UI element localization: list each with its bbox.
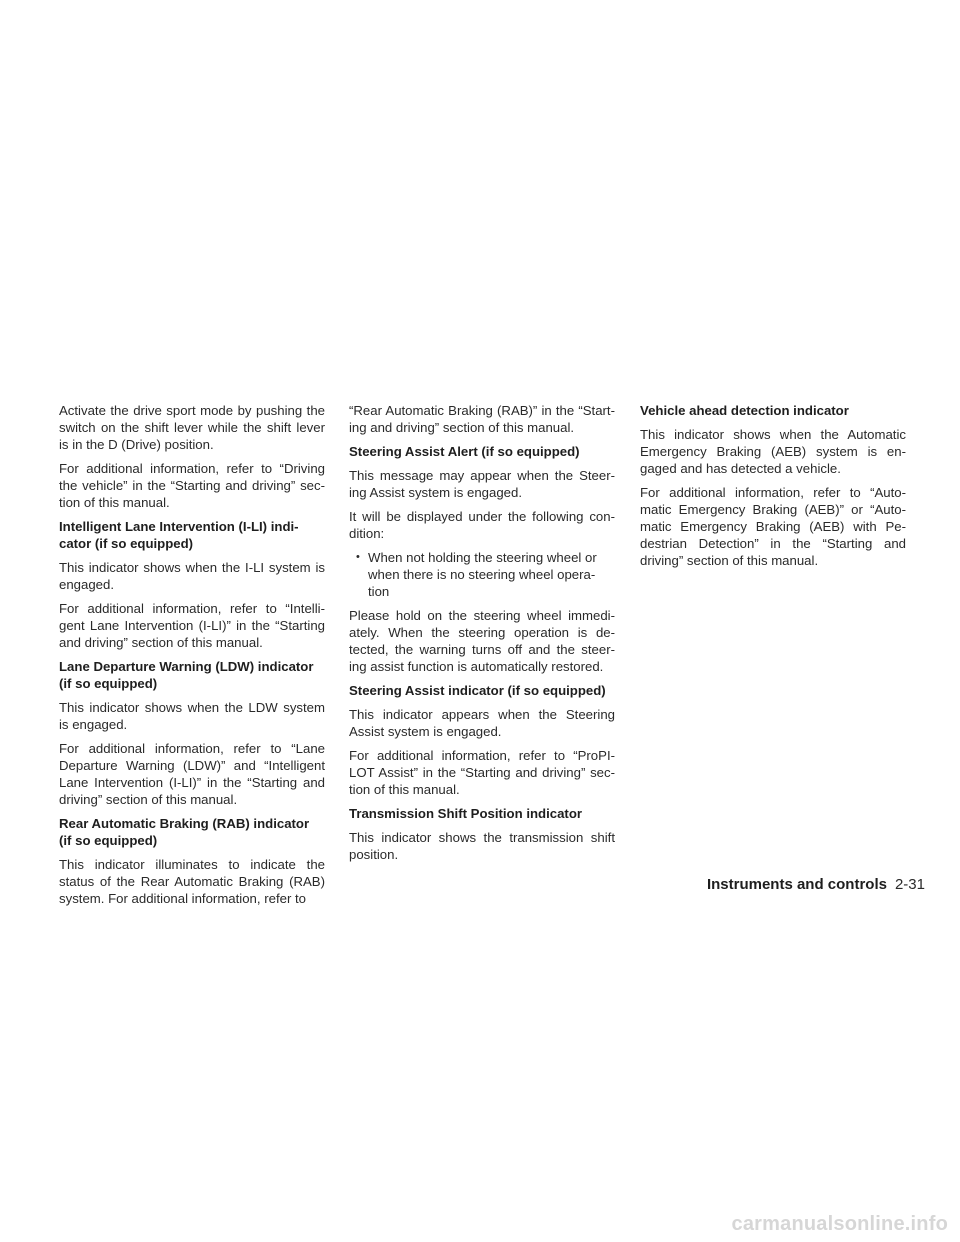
rab-heading: Rear Automatic Braking (RAB) indicator (if so equipped) xyxy=(59,816,310,848)
vehicle-ahead-reference: For additional information, refer to “Auto- matic Emergency Braking (AEB)” or “Auto- matic Emergency Braking (AEB) with Pe- destrian Detection” in the “Starting and driving” section of this manual. xyxy=(640,485,906,568)
condition-list xyxy=(349,549,615,600)
text-column-3 xyxy=(640,402,906,576)
rab-reference-continued: “Rear Automatic Braking (RAB)” in the “Start- ing and driving” section of this manual. xyxy=(349,403,615,435)
steering-assist-indicator-reference: For additional information, refer to “ProPI- LOT Assist” in the “Starting and driving” sec- tion of this manual. xyxy=(349,748,615,797)
ili-heading: Intelligent Lane Intervention (I-LI) indi- cator (if so equipped) xyxy=(59,519,299,551)
ldw-paragraph: This indicator shows when the LDW system is engaged. xyxy=(59,700,325,732)
vehicle-ahead-heading: Vehicle ahead detection indicator xyxy=(640,403,849,418)
steering-assist-indicator-heading: Steering Assist indicator (if so equipped) xyxy=(349,683,606,698)
text-column-2 xyxy=(349,402,615,870)
page-number: 2-31 xyxy=(894,876,925,893)
drive-sport-reference: For additional information, refer to “Driving the vehicle” in the “Starting and driving” sec- tion of this manual. xyxy=(59,461,325,510)
vehicle-ahead-paragraph: This indicator shows when the Automatic Emergency Braking (AEB) system is en- gaged and has detected a vehicle. xyxy=(640,427,906,476)
watermark: carmanualsonline.info xyxy=(731,1213,948,1235)
text-column-1 xyxy=(59,402,325,914)
transmission-shift-paragraph: This indicator shows the transmission shift position. xyxy=(349,830,615,862)
condition-list-item: • When not holding the steering wheel or when there is no steering wheel opera- tion xyxy=(368,549,615,600)
steering-assist-indicator-paragraph: This indicator appears when the Steering Assist system is engaged. xyxy=(349,707,615,739)
steering-assist-alert-paragraph: This message may appear when the Steer- ing Assist system is engaged. xyxy=(349,468,615,500)
steering-assist-alert-heading: Steering Assist Alert (if so equipped) xyxy=(349,444,580,459)
steering-assist-alert-condition: It will be displayed under the following con- dition: xyxy=(349,509,615,541)
ldw-heading: Lane Departure Warning (LDW) indicator (if so equipped) xyxy=(59,659,314,691)
page-footer xyxy=(707,876,925,898)
ili-paragraph: This indicator shows when the I-LI system is engaged. xyxy=(59,560,325,592)
ili-reference: For additional information, refer to “Intelli- gent Lane Intervention (I-LI)” in the “Starting and driving” section of this manual. xyxy=(59,601,325,650)
footer-section-title: Instruments and controls xyxy=(706,876,887,893)
steering-assist-alert-instruction: Please hold on the steering wheel immedi- ately. When the steering operation is de- tected, the warning turns off and the steer- ing assist function is automatically restored. xyxy=(349,608,615,674)
ldw-reference: For additional information, refer to “Lane Departure Warning (LDW)” and “Intelligent Lane Intervention (I-LI)” in the “Starting and driving” section of this manual. xyxy=(59,741,325,807)
transmission-shift-heading: Transmission Shift Position indicator xyxy=(349,806,583,821)
rab-paragraph: This indicator illuminates to indicate the status of the Rear Automatic Braking (RAB) system. For additional information, refer to xyxy=(59,857,325,906)
drive-sport-paragraph: Activate the drive sport mode by pushing the switch on the shift lever while the shift lever is in the D (Drive) position. xyxy=(59,403,325,452)
